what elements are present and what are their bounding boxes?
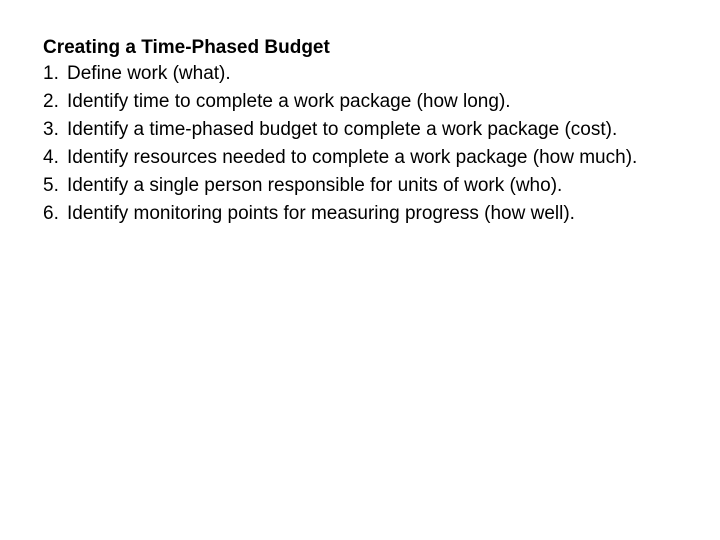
step-number: 3. xyxy=(43,119,59,140)
list-item xyxy=(43,62,683,86)
list-item xyxy=(43,174,683,198)
step-text: Identify a time-phased budget to complete a work package (cost). xyxy=(67,119,618,140)
step-text: Identify a single person responsible for units of work (who). xyxy=(67,175,563,196)
step-number: 1. xyxy=(43,63,59,84)
steps-list xyxy=(43,62,683,226)
step-text: Identify time to complete a work package (how long). xyxy=(67,91,511,112)
step-number: 6. xyxy=(43,203,59,224)
step-number: 2. xyxy=(43,91,59,112)
step-number: 5. xyxy=(43,175,59,196)
list-item xyxy=(43,118,683,142)
list-item xyxy=(43,146,683,170)
slide-content xyxy=(43,34,683,230)
step-number: 4. xyxy=(43,147,59,168)
step-text: Identify monitoring points for measuring progress (how well). xyxy=(67,203,575,224)
step-text: Define work (what). xyxy=(67,63,231,84)
list-item xyxy=(43,202,683,226)
step-text: Identify resources needed to complete a work package (how much). xyxy=(67,147,638,168)
list-item xyxy=(43,90,683,114)
slide-title: Creating a Time-Phased Budget xyxy=(43,37,330,58)
